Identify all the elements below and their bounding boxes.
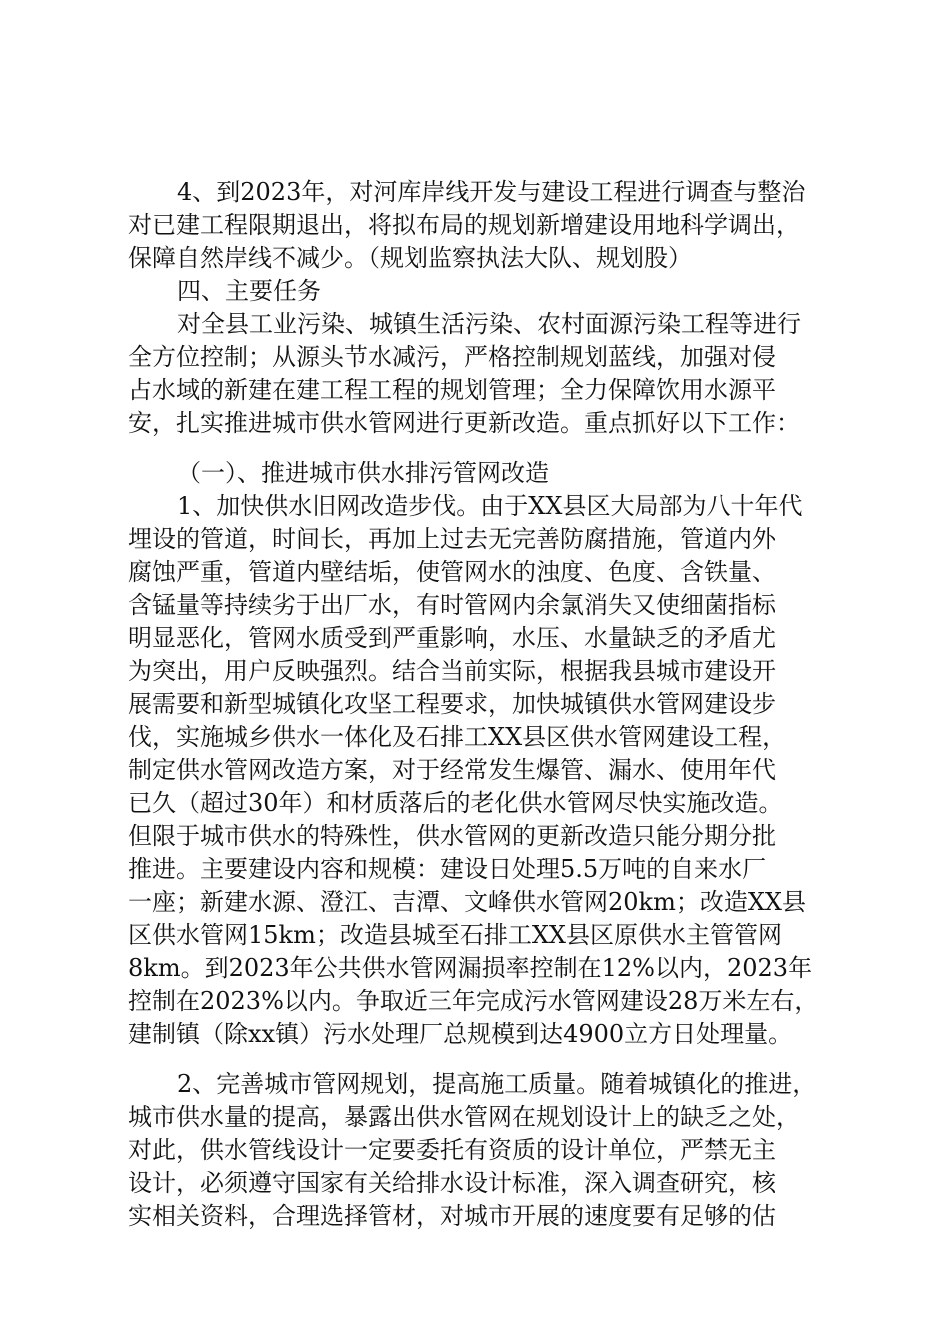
- text-line: 但限于城市供水的特殊性，供水管网的更新改造只能分期分批: [128, 822, 776, 850]
- text-line: 建制镇（除xx镇）污水处理厂总规模到达4900立方日处理量。: [128, 1020, 793, 1048]
- text-line: 已久（超过30年）和材质落后的老化供水管网尽快实施改造。: [128, 789, 783, 817]
- text-line: 实相关资料，合理选择管材，对城市开展的速度要有足够的估: [128, 1202, 776, 1230]
- section-heading: 四、主要任务: [177, 277, 321, 305]
- text-line: 城市供水量的提高，暴露出供水管网在规划设计上的缺乏之处，: [128, 1103, 800, 1131]
- text-line: 展需要和新型城镇化攻坚工程要求，加快城镇供水管网建设步: [128, 690, 776, 718]
- text-line: 安，扎实推进城市供水管网进行更新改造。重点抓好以下工作：: [128, 409, 800, 437]
- text-line: 为突出，用户反映强烈。结合当前实际，根据我县城市建设开: [128, 657, 776, 685]
- text-line: 一座；新建水源、澄江、吉潭、文峰供水管网20km；改造XX县: [128, 888, 807, 916]
- text-line: 伐，实施城乡供水一体化及石排工XX县区供水管网建设工程，: [128, 723, 787, 751]
- text-line: 埋设的管道，时间长，再加上过去无完善防腐措施，管道内外: [128, 525, 776, 553]
- text-line: 设计，必须遵守国家有关给排水设计标准，深入调查研究，核: [128, 1169, 776, 1197]
- text-line: 占水域的新建在建工程工程的规划管理；全力保障饮用水源平: [128, 376, 776, 404]
- text-line: 腐蚀严重，管道内壁结垢，使管网水的浊度、色度、含铁量、: [128, 558, 776, 586]
- text-line: 4、到2023年，对河库岸线开发与建设工程进行调查与整治: [177, 178, 806, 206]
- text-line: 明显恶化，管网水质受到严重影响，水压、水量缺乏的矛盾尤: [128, 624, 776, 652]
- text-line: 区供水管网15km；改造县城至石排工XX县区原供水主管管网: [128, 921, 783, 949]
- text-line: 推进。主要建设内容和规模：建设日处理5.5万吨的自来水厂: [128, 855, 767, 883]
- text-line: 保障自然岸线不减少。（规划监察执法大队、规划股）: [128, 244, 692, 272]
- text-line: 全方位控制；从源头节水减污，严格控制规划蓝线，加强对侵: [128, 343, 776, 371]
- subsection-heading: （一）、推进城市供水排污管网改造: [177, 459, 549, 487]
- text-line: 对全县工业污染、城镇生活污染、农村面源污染工程等进行: [177, 310, 801, 338]
- text-line: 含锰量等持续劣于出厂水，有时管网内余氯消失又使细菌指标: [128, 591, 776, 619]
- text-line: 对此，供水管线设计一定要委托有资质的设计单位，严禁无主: [128, 1136, 776, 1164]
- text-line: 对已建工程限期退出，将拟布局的规划新增建设用地科学调出，: [128, 211, 800, 239]
- text-line: 1、加快供水旧网改造步伐。由于XX县区大局部为八十年代: [177, 492, 803, 520]
- text-line: 8km。到2023年公共供水管网漏损率控制在12%以内，2023年: [128, 954, 813, 982]
- text-line: 制定供水管网改造方案，对于经常发生爆管、漏水、使用年代: [128, 756, 776, 784]
- text-line: 2、完善城市管网规划，提高施工质量。随着城镇化的推进，: [177, 1070, 817, 1098]
- text-line: 控制在2023%以内。争取近三年完成污水管网建设28万米左右，: [128, 987, 819, 1015]
